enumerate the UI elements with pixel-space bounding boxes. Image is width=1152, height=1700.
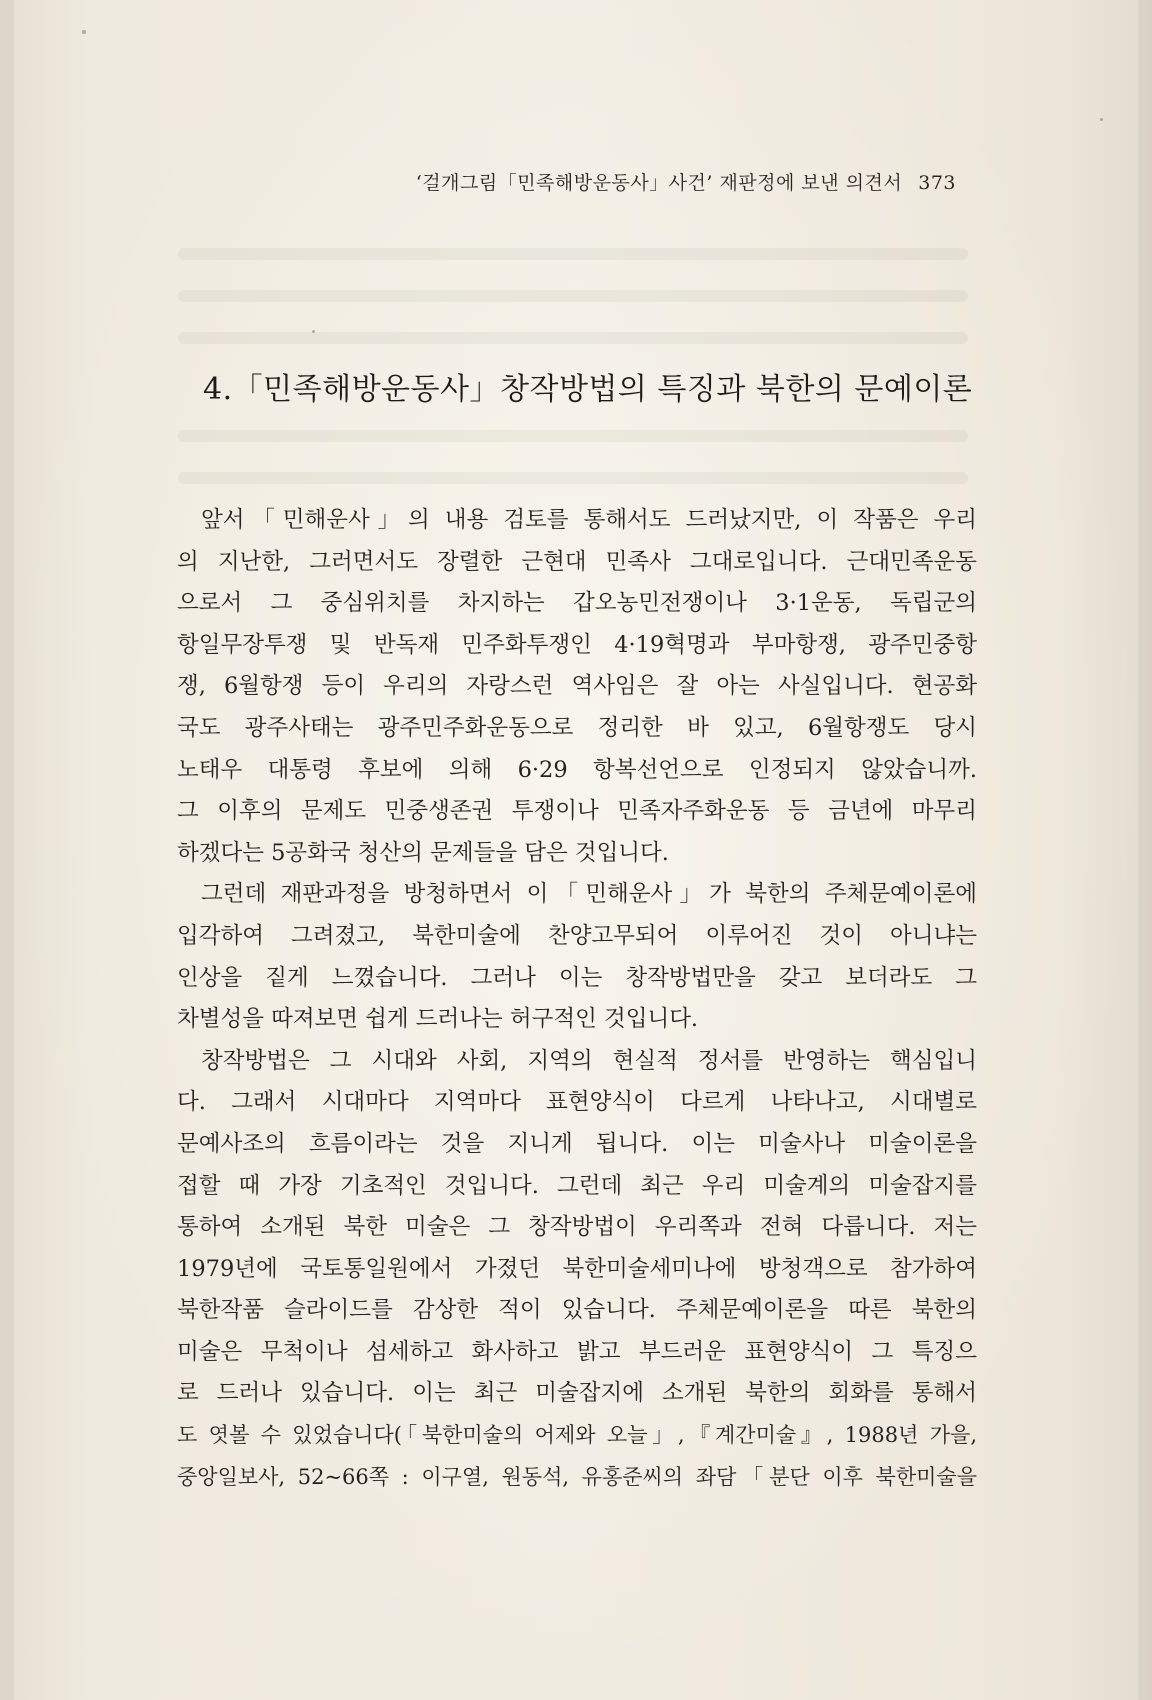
text-line: 의 지난한, 그러면서도 장렬한 근현대 민족사 그대로입니다. 근대민족운동	[177, 548, 977, 575]
text-line: 그 이후의 문제도 민중생존권 투쟁이나 민족자주화운동 등 금년에 마무리	[177, 798, 977, 825]
section-heading: 4.「민족해방운동사」창작방법의 특징과 북한의 문예이론	[203, 372, 973, 407]
text-line: 노태우 대통령 후보에 의해 6·29 항복선언으로 인정되지 않았습니까.	[177, 756, 977, 783]
text-line: 인상을 짙게 느꼈습니다. 그러나 이는 창작방법만을 갖고 보더라도 그	[177, 964, 977, 991]
running-title: ‘걸개그림「민족해방운동사」사건’ 재판정에 보낸 의견서	[415, 172, 903, 194]
body-text	[177, 500, 977, 1498]
text-line: 그런데 재판과정을 방청하면서 이「민해운사」가 북한의 주체문예이론에	[201, 881, 977, 908]
text-line: 중앙일보사, 52~66쪽 : 이구열, 원동석, 유홍준씨의 좌담「분단 이후 북한미술을	[177, 1464, 977, 1489]
dust-speck	[1100, 118, 1103, 121]
text-line: 항일무장투쟁 및 반독재 민주화투쟁인 4·19혁명과 부마항쟁, 광주민중항	[177, 631, 977, 658]
running-header	[416, 168, 956, 195]
text-line: 미술은 무척이나 섬세하고 화사하고 밝고 부드러운 표현양식이 그 특징으	[177, 1338, 977, 1365]
text-line: 북한작품 슬라이드를 감상한 적이 있습니다. 주체문예이론을 따른 북한의	[177, 1297, 977, 1324]
text-line: 1979년에 국토통일원에서 가졌던 북한미술세미나에 방청객으로 참가하여	[177, 1255, 977, 1282]
text-line: 쟁, 6월항쟁 등이 우리의 자랑스런 역사임은 잘 아는 사실입니다. 현공화	[177, 673, 977, 700]
dust-speck	[312, 330, 315, 333]
text-line: 앞서「민해운사」의 내용 검토를 통해서도 드러났지만, 이 작품은 우리	[201, 507, 977, 533]
paragraph-2	[177, 874, 977, 1040]
dust-speck	[82, 30, 86, 34]
paragraph-1	[177, 500, 977, 874]
text-line: 하겠다는 5공화국 청산의 문제들을 담은 것입니다.	[177, 839, 669, 866]
text-line: 다. 그래서 시대마다 지역마다 표현양식이 다르게 나타나고, 시대별로	[177, 1089, 977, 1116]
text-line: 입각하여 그려졌고, 북한미술에 찬양고무되어 이루어진 것이 아니냐는	[177, 922, 977, 949]
text-line: 국도 광주사태는 광주민주화운동으로 정리한 바 있고, 6월항쟁도 당시	[177, 714, 977, 741]
text-line: 문예사조의 흐름이라는 것을 지니게 됩니다. 이는 미술사나 미술이론을	[177, 1130, 977, 1157]
text-line: 접할 때 가장 기초적인 것입니다. 그런데 최근 우리 미술계의 미술잡지를	[177, 1172, 977, 1199]
page-number: 373	[918, 172, 956, 194]
text-line: 로 드러나 있습니다. 이는 최근 미술잡지에 소개된 북한의 회화를 통해서	[177, 1380, 977, 1407]
text-line: 으로서 그 중심위치를 차지하는 갑오농민전쟁이나 3·1운동, 독립군의	[177, 590, 977, 617]
text-line: 통하여 소개된 북한 미술은 그 창작방법이 우리쪽과 전혀 다릅니다. 저는	[177, 1214, 977, 1241]
text-line: 창작방법은 그 시대와 사회, 지역의 현실적 정서를 반영하는 핵심입니	[201, 1047, 977, 1074]
text-line: 도 엿볼 수 있었습니다(「북한미술의 어제와 오늘」,『계간미술』, 1988년 가을,	[177, 1423, 977, 1448]
text-line: 차별성을 따져보면 쉽게 드러나는 허구적인 것입니다.	[177, 1006, 699, 1033]
paragraph-3	[177, 1041, 977, 1499]
